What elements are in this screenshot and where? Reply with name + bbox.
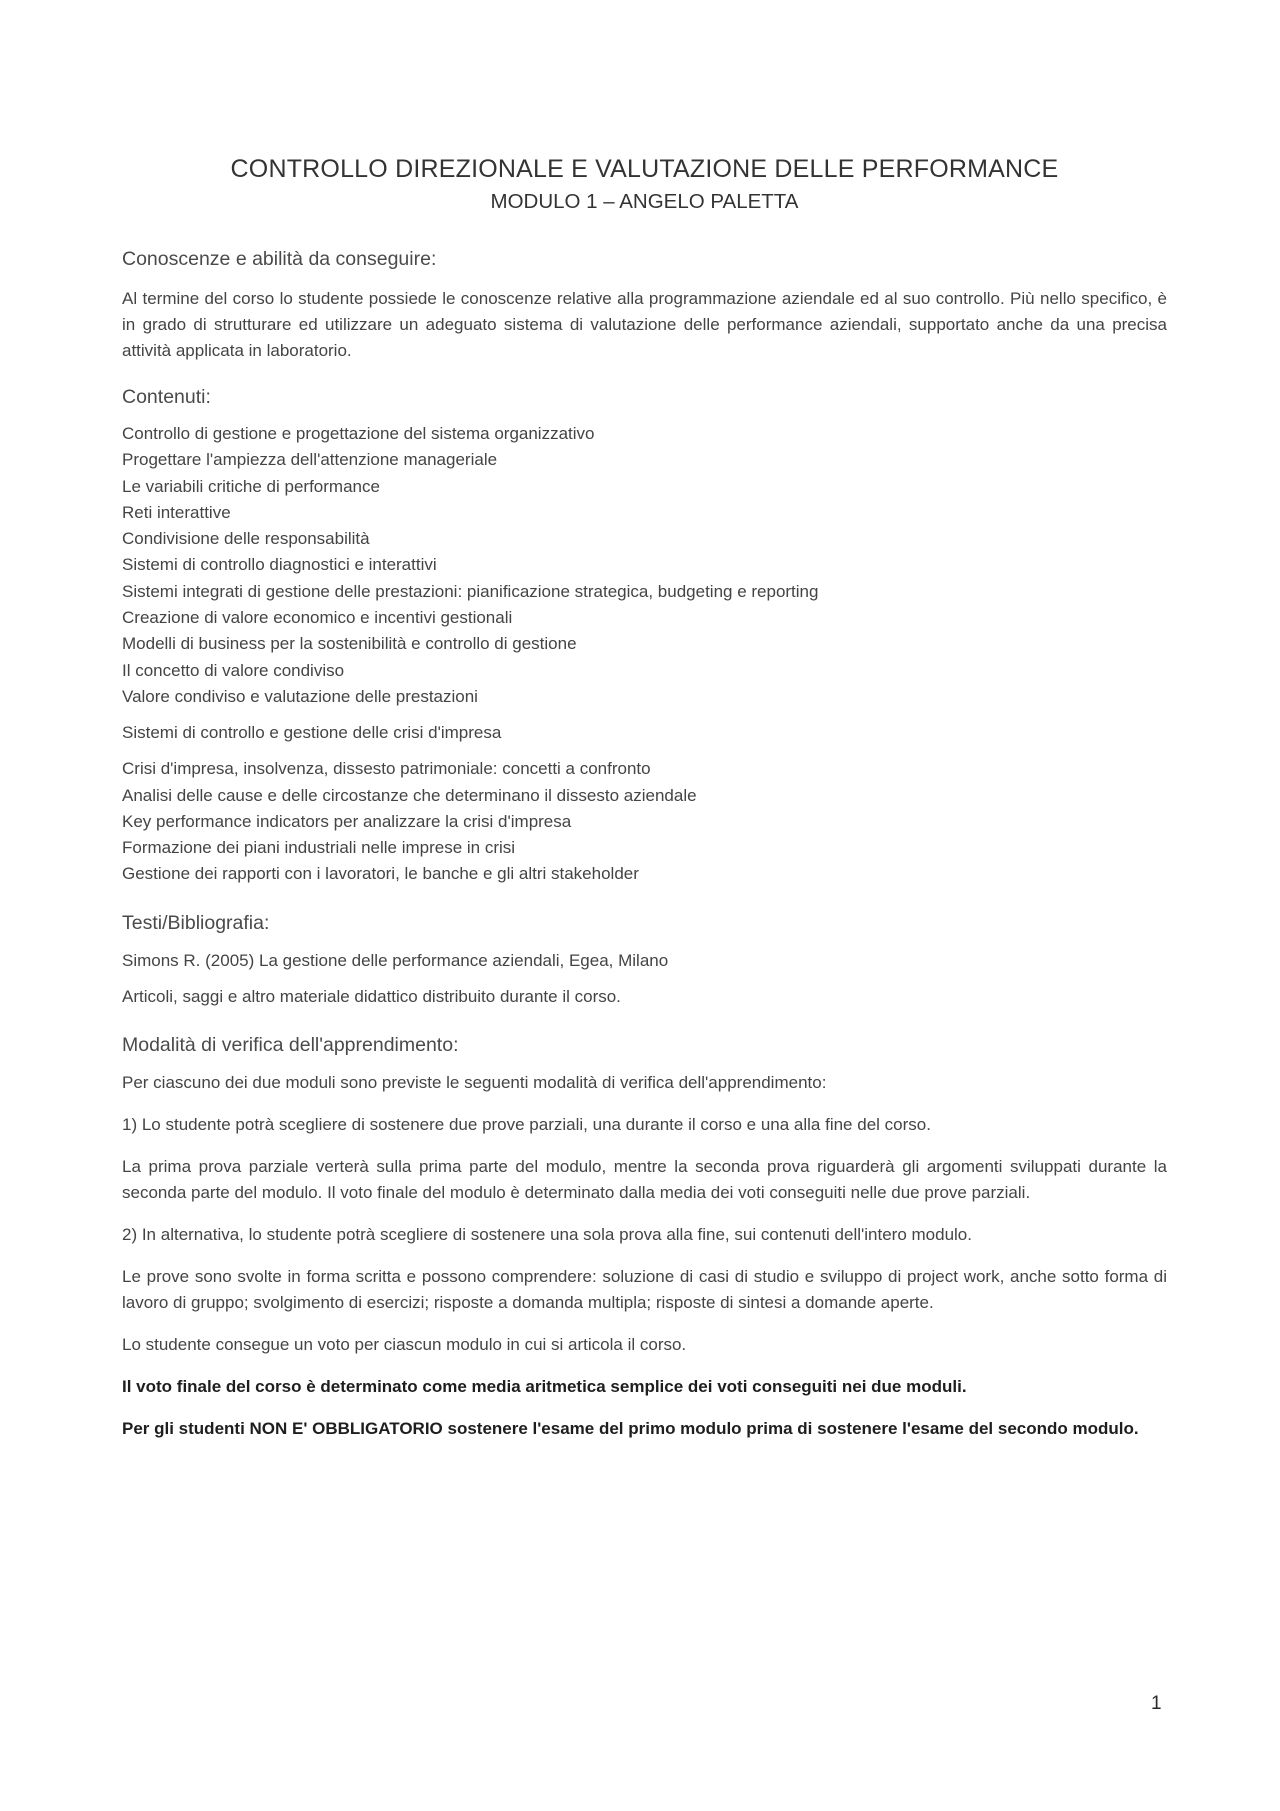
final-grade-note: Il voto finale del corso è determinato come media aritmetica semplice dei voti conseguiti nei due moduli.: [122, 1376, 967, 1396]
list-item: Valore condiviso e valutazione delle prestazioni: [122, 686, 478, 706]
list-item: Reti interattive: [122, 502, 231, 522]
list-item: Controllo di gestione e progettazione del sistema organizzativo: [122, 424, 595, 443]
list-item: Creazione di valore economico e incentivi gestionali: [122, 608, 513, 628]
conoscenze-paragraph: Al termine del corso lo studente possiede le conoscenze relative alla programmazione aziendale ed al suo controllo. Più nello specifico, è in grado di strutturare ed utilizzare un adeguato sistema di valutazione delle performance aziendali, supportato anche da una precisa attività applicata in laboratorio.: [122, 289, 1167, 360]
verifica-intro: Per ciascuno dei due moduli sono previste le seguenti modalità di verifica dell'apprendimento:: [122, 1072, 827, 1092]
list-item: Analisi delle cause e delle circostanze che determinano il dissesto aziendale: [122, 785, 697, 805]
list-item: Condivisione delle responsabilità: [122, 529, 370, 549]
section-heading-testi: Testi/Bibliografia:: [122, 911, 270, 934]
list-item: Key performance indicators per analizzare la crisi d'impresa: [122, 811, 572, 831]
list-item: Crisi d'impresa, insolvenza, dissesto patrimoniale: concetti a confronto: [122, 759, 651, 779]
document-title: CONTROLLO DIREZIONALE E VALUTAZIONE DELLE PERFORMANCE: [230, 155, 1059, 183]
bibliography-book: Simons R. (2005) La gestione delle performance aziendali, Egea, Milano: [122, 950, 669, 970]
exam-order-note: Per gli studenti NON E' OBBLIGATORIO sostenere l'esame del primo modulo prima di sostenere l'esame del secondo modulo.: [122, 1418, 1139, 1438]
verifica-grade: Lo studente consegue un voto per ciascun modulo in cui si articola il corso.: [122, 1334, 687, 1354]
section-heading-verifica: Modalità di verifica dell'apprendimento:: [122, 1033, 459, 1056]
list-item: Sistemi di controllo diagnostici e interattivi: [122, 555, 437, 575]
verifica-option-2: 2) In alternativa, lo studente potrà scegliere di sostenere una sola prova alla fine, sui contenuti dell'intero modulo.: [122, 1224, 972, 1244]
list-item: Progettare l'ampiezza dell'attenzione manageriale: [122, 450, 498, 470]
contenuti-list-b: [122, 756, 1167, 887]
document-subtitle: MODULO 1 – ANGELO PALETTA: [490, 190, 799, 213]
list-item: Gestione dei rapporti con i lavoratori, le banche e gli altri stakeholder: [122, 864, 639, 884]
list-item: Il concetto di valore condiviso: [122, 660, 345, 680]
bibliography-articles: Articoli, saggi e altro materiale didattico distribuito durante il corso.: [122, 986, 621, 1006]
document-page: [122, 152, 1167, 1442]
verifica-format: Le prove sono svolte in forma scritta e possono comprendere: soluzione di casi di studio e sviluppo di project work, anche sotto forma di lavoro di gruppo; svolgimento di esercizi; risposte a domanda multipla; risposte di sintesi a domande aperte.: [122, 1266, 1167, 1312]
list-item: Modelli di business per la sostenibilità e controllo di gestione: [122, 634, 577, 654]
list-item: Le variabili critiche di performance: [122, 476, 380, 496]
verifica-option-1-detail: La prima prova parziale verterà sulla prima parte del modulo, mentre la seconda prova riguarderà gli argomenti sviluppati durante la seconda parte del modulo. Il voto finale del modulo è determinato dalla media dei voti conseguiti nelle due prove parziali.: [122, 1156, 1167, 1202]
section-heading-conoscenze: Conoscenze e abilità da conseguire:: [122, 248, 437, 270]
verifica-option-1: 1) Lo studente potrà scegliere di sostenere due prove parziali, una durante il corso e una alla fine del corso.: [122, 1114, 931, 1134]
section-heading-contenuti: Contenuti:: [122, 386, 211, 408]
contenuti-subheading: Sistemi di controllo e gestione delle crisi d'impresa: [122, 723, 502, 743]
page-number: 1: [1151, 1693, 1162, 1714]
list-item: Sistemi integrati di gestione delle prestazioni: pianificazione strategica, budgeting e reporting: [122, 581, 819, 601]
list-item: Formazione dei piani industriali nelle imprese in crisi: [122, 838, 516, 858]
contenuti-list-a: [122, 421, 1167, 710]
